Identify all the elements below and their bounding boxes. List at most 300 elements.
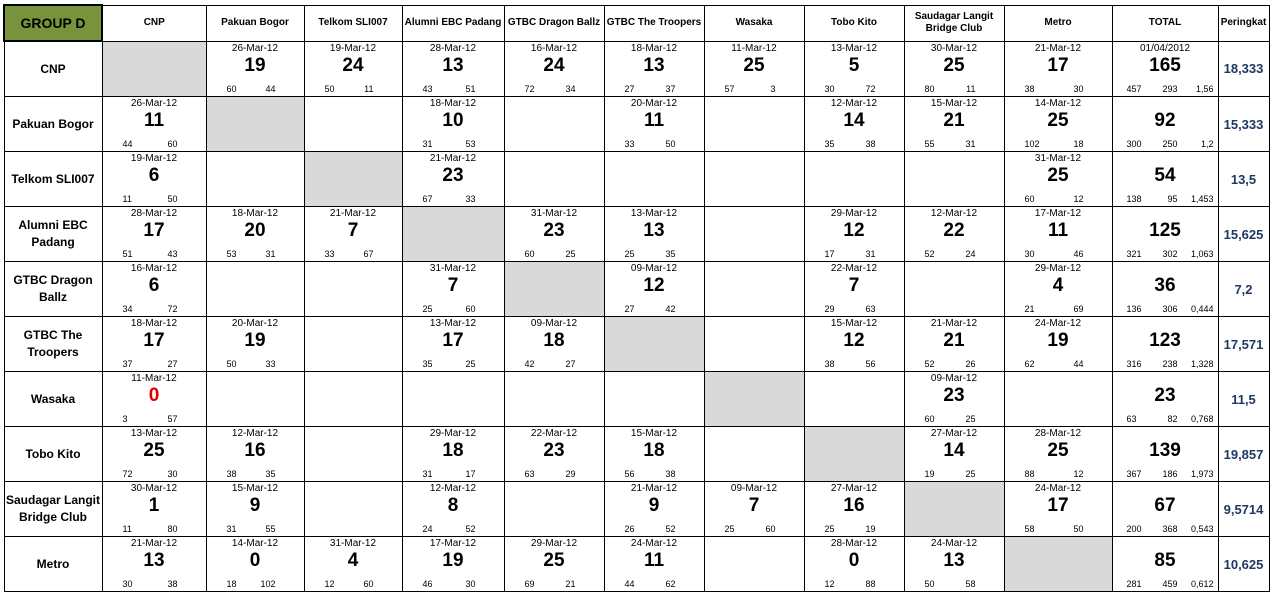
total-points-against: 302 [1162, 249, 1178, 259]
match-cell [804, 152, 904, 207]
rank-value: 9,5714 [1218, 482, 1269, 537]
points-for: 50 [226, 359, 237, 369]
match-cell [304, 262, 402, 317]
match-score: 0 [148, 385, 160, 406]
match-score: 13 [943, 550, 965, 571]
match-cell [402, 537, 504, 592]
header-row [4, 5, 1269, 41]
match-cell [704, 41, 804, 97]
points-against: 50 [665, 139, 676, 149]
match-cell [504, 152, 604, 207]
match-date: 30-Mar-12 [130, 483, 178, 494]
rank-value: 15,333 [1218, 97, 1269, 152]
points-for: 102 [1024, 139, 1040, 149]
match-date: 20-Mar-12 [630, 98, 678, 109]
match-cell [704, 317, 804, 372]
match-cell [206, 262, 304, 317]
points-against: 60 [465, 304, 476, 314]
match-score: 20 [244, 220, 266, 241]
match-cell [304, 537, 402, 592]
match-score: 13 [643, 220, 665, 241]
total-ratio: 0,543 [1190, 524, 1214, 534]
match-cell [704, 152, 804, 207]
points-for: 55 [924, 139, 935, 149]
match-cell [102, 97, 206, 152]
points-for: 25 [724, 524, 735, 534]
points-for: 80 [924, 84, 935, 94]
points-against: 42 [665, 304, 676, 314]
match-cell [704, 482, 804, 537]
total-points-for: 136 [1126, 304, 1142, 314]
column-header: Alumni EBC Padang [402, 5, 504, 41]
points-against: 60 [765, 524, 776, 534]
match-score: 0 [249, 550, 261, 571]
total-score: 67 [1154, 495, 1176, 516]
match-cell [402, 317, 504, 372]
match-cell [904, 41, 1004, 97]
match-date: 14-Mar-12 [1034, 98, 1082, 109]
points-against: 55 [265, 524, 276, 534]
points-for: 31 [422, 469, 433, 479]
match-cell [904, 207, 1004, 262]
points-against: 12 [1073, 194, 1084, 204]
total-ratio: 1,328 [1190, 359, 1214, 369]
row-team-name: Tobo Kito [4, 427, 102, 482]
match-score: 18 [643, 440, 665, 461]
match-date: 22-Mar-12 [830, 263, 878, 274]
match-score: 19 [244, 330, 266, 351]
total-score: 165 [1149, 54, 1181, 76]
match-date: 13-Mar-12 [429, 318, 477, 329]
match-date: 15-Mar-12 [630, 428, 678, 439]
match-cell [206, 482, 304, 537]
points-against: 25 [965, 469, 976, 479]
points-against: 27 [565, 359, 576, 369]
match-cell [904, 427, 1004, 482]
match-cell [804, 372, 904, 427]
match-cell [604, 152, 704, 207]
match-score: 5 [848, 54, 860, 76]
match-date: 31-Mar-12 [1034, 153, 1082, 164]
points-for: 30 [122, 579, 133, 589]
match-date: 21-Mar-12 [630, 483, 678, 494]
points-for: 67 [422, 194, 433, 204]
match-cell [206, 317, 304, 372]
points-for: 3 [122, 414, 128, 424]
rank-value: 19,857 [1218, 427, 1269, 482]
match-score: 13 [442, 54, 464, 76]
match-date: 29-Mar-12 [429, 428, 477, 439]
match-cell [102, 427, 206, 482]
points-against: 35 [665, 249, 676, 259]
match-score: 16 [843, 495, 865, 516]
points-for: 30 [1024, 249, 1035, 259]
match-date: 26-Mar-12 [231, 42, 279, 54]
match-score: 17 [1047, 495, 1069, 516]
match-cell [402, 262, 504, 317]
match-score: 13 [143, 550, 165, 571]
points-against: 25 [965, 414, 976, 424]
match-cell [206, 372, 304, 427]
diagonal-cell [102, 41, 206, 97]
match-cell [1004, 97, 1112, 152]
match-date: 28-Mar-12 [830, 538, 878, 549]
match-cell [102, 537, 206, 592]
points-against: 51 [465, 84, 476, 94]
points-for: 18 [226, 579, 237, 589]
match-date: 11-Mar-12 [131, 373, 177, 384]
match-score: 17 [143, 330, 165, 351]
total-cell [1112, 317, 1218, 372]
match-cell [604, 41, 704, 97]
points-against: 80 [167, 524, 178, 534]
points-against: 69 [1073, 304, 1084, 314]
match-score: 17 [1047, 54, 1069, 76]
points-against: 67 [363, 249, 374, 259]
rank-header: Peringkat [1218, 5, 1269, 41]
match-score: 23 [943, 385, 965, 406]
match-cell [1004, 152, 1112, 207]
match-cell [206, 427, 304, 482]
match-score: 25 [1047, 165, 1069, 186]
match-cell [304, 427, 402, 482]
points-for: 51 [122, 249, 133, 259]
points-for: 56 [624, 469, 635, 479]
match-cell [604, 482, 704, 537]
total-points-for: 367 [1126, 469, 1142, 479]
total-score: 54 [1154, 165, 1176, 186]
match-date: 18-Mar-12 [231, 208, 279, 219]
match-date: 13-Mar-12 [130, 428, 178, 439]
match-score: 12 [843, 220, 865, 241]
match-date: 29-Mar-12 [530, 538, 578, 549]
match-score: 8 [447, 495, 459, 516]
points-against: 62 [665, 579, 676, 589]
points-for: 60 [524, 249, 535, 259]
match-date: 15-Mar-12 [930, 98, 978, 109]
rank-value: 18,333 [1218, 41, 1269, 97]
match-cell [804, 207, 904, 262]
match-cell [1004, 262, 1112, 317]
column-header: Pakuan Bogor [206, 5, 304, 41]
group-label: GROUP D [4, 5, 102, 41]
match-date: 18-Mar-12 [429, 98, 477, 109]
match-date: 13-Mar-12 [830, 42, 878, 54]
diagonal-cell [206, 97, 304, 152]
match-cell [102, 262, 206, 317]
rank-value: 11,5 [1218, 372, 1269, 427]
points-against: 30 [167, 469, 178, 479]
points-against: 31 [265, 249, 276, 259]
total-cell [1112, 152, 1218, 207]
row-team-name: GTBC Dragon Ballz [4, 262, 102, 317]
match-cell [102, 482, 206, 537]
total-score: 23 [1154, 385, 1176, 406]
points-for: 31 [422, 139, 433, 149]
match-cell [206, 41, 304, 97]
match-cell [402, 152, 504, 207]
match-score: 4 [347, 550, 359, 571]
total-cell [1112, 482, 1218, 537]
total-points-against: 368 [1162, 524, 1178, 534]
match-cell [904, 372, 1004, 427]
points-for: 25 [624, 249, 635, 259]
match-cell [504, 97, 604, 152]
column-header: Wasaka [704, 5, 804, 41]
match-cell [504, 537, 604, 592]
points-against: 33 [265, 359, 276, 369]
match-date: 09-Mar-12 [630, 263, 678, 274]
points-for: 50 [924, 579, 935, 589]
match-score: 25 [143, 440, 165, 461]
total-points-against: 95 [1167, 194, 1178, 204]
match-date: 12-Mar-12 [231, 428, 279, 439]
match-cell [504, 427, 604, 482]
match-score: 12 [643, 275, 665, 296]
match-cell [504, 482, 604, 537]
total-points-against: 459 [1162, 579, 1178, 589]
column-header: Metro [1004, 5, 1112, 41]
match-cell [402, 97, 504, 152]
diagonal-cell [1004, 537, 1112, 592]
match-date: 28-Mar-12 [429, 42, 477, 54]
match-cell [704, 97, 804, 152]
points-against: 11 [364, 84, 374, 94]
column-header: Telkom SLI007 [304, 5, 402, 41]
rank-value: 13,5 [1218, 152, 1269, 207]
match-date: 31-Mar-12 [429, 263, 477, 274]
points-against: 18 [1073, 139, 1084, 149]
match-cell [804, 41, 904, 97]
total-score: 139 [1149, 440, 1181, 461]
total-cell [1112, 427, 1218, 482]
points-for: 19 [924, 469, 935, 479]
total-ratio: 0,612 [1190, 579, 1214, 589]
match-cell [804, 482, 904, 537]
standings-table [3, 4, 1270, 592]
match-cell [102, 317, 206, 372]
match-cell [904, 537, 1004, 592]
match-date: 14-Mar-12 [231, 538, 279, 549]
diagonal-cell [504, 262, 604, 317]
match-date: 15-Mar-12 [830, 318, 878, 329]
match-score: 17 [442, 330, 464, 351]
points-against: 38 [167, 579, 178, 589]
points-against: 31 [865, 249, 876, 259]
points-against: 63 [865, 304, 876, 314]
match-score: 12 [843, 330, 865, 351]
points-for: 38 [824, 359, 835, 369]
points-against: 27 [167, 359, 178, 369]
match-cell [904, 317, 1004, 372]
total-points-against: 306 [1162, 304, 1178, 314]
match-cell [704, 207, 804, 262]
total-points-for: 63 [1126, 414, 1137, 424]
match-date: 24-Mar-12 [1034, 483, 1082, 494]
points-for: 38 [1024, 84, 1035, 94]
match-cell [704, 262, 804, 317]
diagonal-cell [402, 207, 504, 262]
points-against: 52 [665, 524, 676, 534]
rank-value: 17,571 [1218, 317, 1269, 372]
match-score: 0 [848, 550, 860, 571]
points-against: 102 [260, 579, 276, 589]
points-against: 31 [965, 139, 976, 149]
match-date: 30-Mar-12 [930, 42, 978, 54]
match-cell [102, 372, 206, 427]
match-cell [1004, 41, 1112, 97]
match-score: 19 [442, 550, 464, 571]
total-ratio: 0,768 [1190, 414, 1214, 424]
match-score: 11 [643, 110, 665, 131]
match-score: 13 [643, 54, 665, 76]
points-for: 12 [824, 579, 835, 589]
points-for: 25 [824, 524, 835, 534]
match-score: 11 [143, 110, 165, 131]
points-against: 53 [465, 139, 476, 149]
points-against: 12 [1073, 469, 1084, 479]
match-score: 21 [943, 330, 965, 351]
points-for: 29 [824, 304, 835, 314]
points-against: 72 [865, 84, 876, 94]
match-score: 7 [848, 275, 860, 296]
points-against: 29 [565, 469, 576, 479]
table-row [4, 537, 1269, 592]
column-header: Tobo Kito [804, 5, 904, 41]
match-date: 24-Mar-12 [1034, 318, 1082, 329]
points-against: 35 [265, 469, 276, 479]
points-against: 30 [465, 579, 476, 589]
match-score: 23 [543, 440, 565, 461]
match-date: 29-Mar-12 [1034, 263, 1082, 274]
points-against: 25 [465, 359, 476, 369]
total-points-against: 293 [1162, 84, 1178, 94]
table-row [4, 41, 1269, 97]
points-against: 60 [167, 139, 178, 149]
match-cell [1004, 317, 1112, 372]
points-for: 24 [422, 524, 433, 534]
points-for: 57 [724, 84, 735, 94]
match-date: 09-Mar-12 [730, 483, 778, 494]
diagonal-cell [904, 482, 1004, 537]
diagonal-cell [704, 372, 804, 427]
points-for: 52 [924, 249, 935, 259]
match-score: 11 [643, 550, 665, 571]
match-cell [102, 207, 206, 262]
total-cell [1112, 41, 1218, 97]
points-against: 17 [465, 469, 476, 479]
match-score: 9 [249, 495, 261, 516]
match-cell [604, 372, 704, 427]
match-cell [804, 97, 904, 152]
match-score: 7 [748, 495, 760, 516]
match-date: 29-Mar-12 [830, 208, 878, 219]
total-ratio: 0,444 [1190, 304, 1214, 314]
match-cell [904, 97, 1004, 152]
row-team-name: Saudagar Langit Bridge Club [4, 482, 102, 537]
match-date: 18-Mar-12 [630, 42, 678, 54]
match-date: 21-Mar-12 [130, 538, 178, 549]
table-row [4, 372, 1269, 427]
match-score: 6 [148, 275, 160, 296]
match-cell [504, 372, 604, 427]
match-cell [402, 482, 504, 537]
points-against: 38 [865, 139, 876, 149]
match-score: 21 [943, 110, 965, 131]
table-row [4, 427, 1269, 482]
points-against: 24 [965, 249, 976, 259]
diagonal-cell [804, 427, 904, 482]
total-cell [1112, 372, 1218, 427]
match-date: 31-Mar-12 [329, 538, 377, 549]
points-for: 35 [422, 359, 433, 369]
points-against: 34 [565, 84, 576, 94]
match-score: 23 [442, 165, 464, 186]
match-date: 17-Mar-12 [1034, 208, 1082, 219]
match-cell [604, 537, 704, 592]
points-against: 30 [1073, 84, 1084, 94]
total-header: TOTAL [1112, 5, 1218, 41]
match-cell [304, 41, 402, 97]
match-cell [904, 262, 1004, 317]
total-ratio: 1,973 [1190, 469, 1214, 479]
points-for: 60 [226, 84, 237, 94]
column-header: GTBC Dragon Ballz [504, 5, 604, 41]
points-for: 38 [226, 469, 237, 479]
points-against: 58 [965, 579, 976, 589]
points-for: 34 [122, 304, 133, 314]
match-cell [402, 427, 504, 482]
match-cell [604, 427, 704, 482]
match-date: 20-Mar-12 [231, 318, 279, 329]
row-team-name: CNP [4, 41, 102, 97]
match-cell [1004, 482, 1112, 537]
total-points-against: 82 [1167, 414, 1178, 424]
match-score: 18 [543, 330, 565, 351]
match-cell [304, 372, 402, 427]
match-score: 17 [143, 220, 165, 241]
table-row [4, 482, 1269, 537]
row-team-name: Metro [4, 537, 102, 592]
match-date: 19-Mar-12 [130, 153, 178, 164]
points-for: 11 [122, 524, 132, 534]
points-for: 72 [122, 469, 133, 479]
match-cell [604, 207, 704, 262]
points-against: 44 [265, 84, 276, 94]
total-points-against: 186 [1162, 469, 1178, 479]
match-cell [604, 97, 704, 152]
match-date: 17-Mar-12 [429, 538, 477, 549]
match-score: 25 [1047, 110, 1069, 131]
points-for: 72 [524, 84, 535, 94]
points-for: 30 [824, 84, 835, 94]
row-team-name: GTBC The Troopers [4, 317, 102, 372]
row-team-name: Wasaka [4, 372, 102, 427]
match-cell [704, 537, 804, 592]
match-date: 24-Mar-12 [930, 538, 978, 549]
points-for: 62 [1024, 359, 1035, 369]
match-date: 28-Mar-12 [1034, 428, 1082, 439]
table-row [4, 152, 1269, 207]
match-date: 12-Mar-12 [429, 483, 477, 494]
table-row [4, 97, 1269, 152]
match-cell [1004, 372, 1112, 427]
points-for: 33 [624, 139, 635, 149]
match-cell [504, 317, 604, 372]
match-cell [504, 41, 604, 97]
table-row [4, 207, 1269, 262]
points-for: 44 [624, 579, 635, 589]
